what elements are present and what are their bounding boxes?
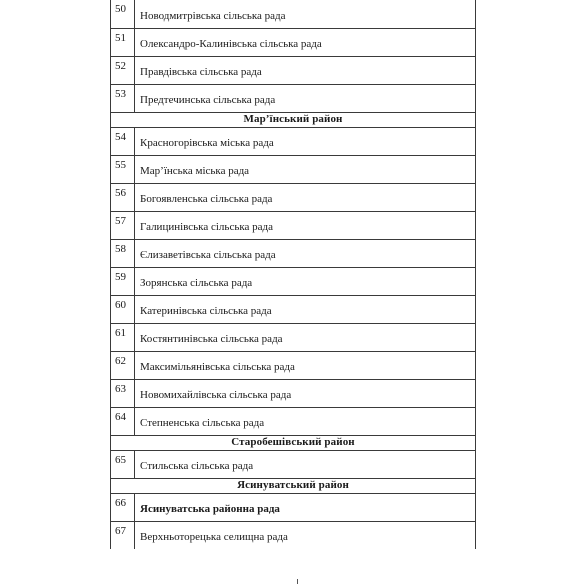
council-row — [111, 267, 476, 295]
row-number: 64 — [111, 407, 135, 435]
council-row — [111, 127, 476, 155]
council-name: Мар’їнська міська рада — [135, 155, 476, 183]
council-row — [111, 379, 476, 407]
council-row — [111, 323, 476, 351]
row-number: 66 — [111, 493, 135, 521]
council-name: Олександро-Калинівська сільська рада — [135, 28, 476, 56]
row-number: 52 — [111, 56, 135, 84]
council-name: Галицинівська сільська рада — [135, 211, 476, 239]
council-name: Зорянська сільська рада — [135, 267, 476, 295]
row-number: 67 — [111, 521, 135, 549]
council-name: Правдівська сільська рада — [135, 56, 476, 84]
council-row — [111, 211, 476, 239]
row-number: 56 — [111, 183, 135, 211]
council-name: Красногорівська міська рада — [135, 127, 476, 155]
council-row — [111, 295, 476, 323]
council-name: Верхньоторецька селищна рада — [135, 521, 476, 549]
row-number: 63 — [111, 379, 135, 407]
council-row — [111, 493, 476, 521]
council-name: Катеринівська сільська рада — [135, 295, 476, 323]
council-row — [111, 183, 476, 211]
council-name: Степненська сільська рада — [135, 407, 476, 435]
row-number: 59 — [111, 267, 135, 295]
row-number: 55 — [111, 155, 135, 183]
row-number: 65 — [111, 450, 135, 478]
district-header-row — [111, 112, 476, 127]
council-row — [111, 450, 476, 478]
council-name: Новодмитрівська сільська рада — [135, 0, 476, 28]
council-table-body — [111, 0, 476, 549]
council-name: Предтечинська сільська рада — [135, 84, 476, 112]
council-row — [111, 407, 476, 435]
council-row — [111, 0, 476, 28]
row-number: 61 — [111, 323, 135, 351]
row-number: 62 — [111, 351, 135, 379]
council-name: Максимільянівська сільська рада — [135, 351, 476, 379]
council-name: Новомихайлівська сільська рада — [135, 379, 476, 407]
council-row — [111, 521, 476, 549]
row-number: 53 — [111, 84, 135, 112]
council-row — [111, 239, 476, 267]
council-name: Костянтинівська сільська рада — [135, 323, 476, 351]
council-name: Стильська сільська рада — [135, 450, 476, 478]
district-name: Ясинуватський район — [111, 478, 476, 493]
row-number: 54 — [111, 127, 135, 155]
council-row — [111, 84, 476, 112]
row-number: 51 — [111, 28, 135, 56]
district-header-row — [111, 435, 476, 450]
district-header-row — [111, 478, 476, 493]
council-name: Ясинуватська районна рада — [135, 493, 476, 521]
district-name: Мар’їнський район — [111, 112, 476, 127]
row-number: 57 — [111, 211, 135, 239]
row-number: 58 — [111, 239, 135, 267]
council-name: Єлизаветівська сільська рада — [135, 239, 476, 267]
council-row — [111, 28, 476, 56]
council-row — [111, 351, 476, 379]
row-number: 50 — [111, 0, 135, 28]
council-row — [111, 155, 476, 183]
row-number: 60 — [111, 295, 135, 323]
page-number-mark — [297, 579, 298, 584]
council-row — [111, 56, 476, 84]
council-table — [110, 0, 476, 549]
council-name: Богоявленська сільська рада — [135, 183, 476, 211]
district-name: Старобешівський район — [111, 435, 476, 450]
